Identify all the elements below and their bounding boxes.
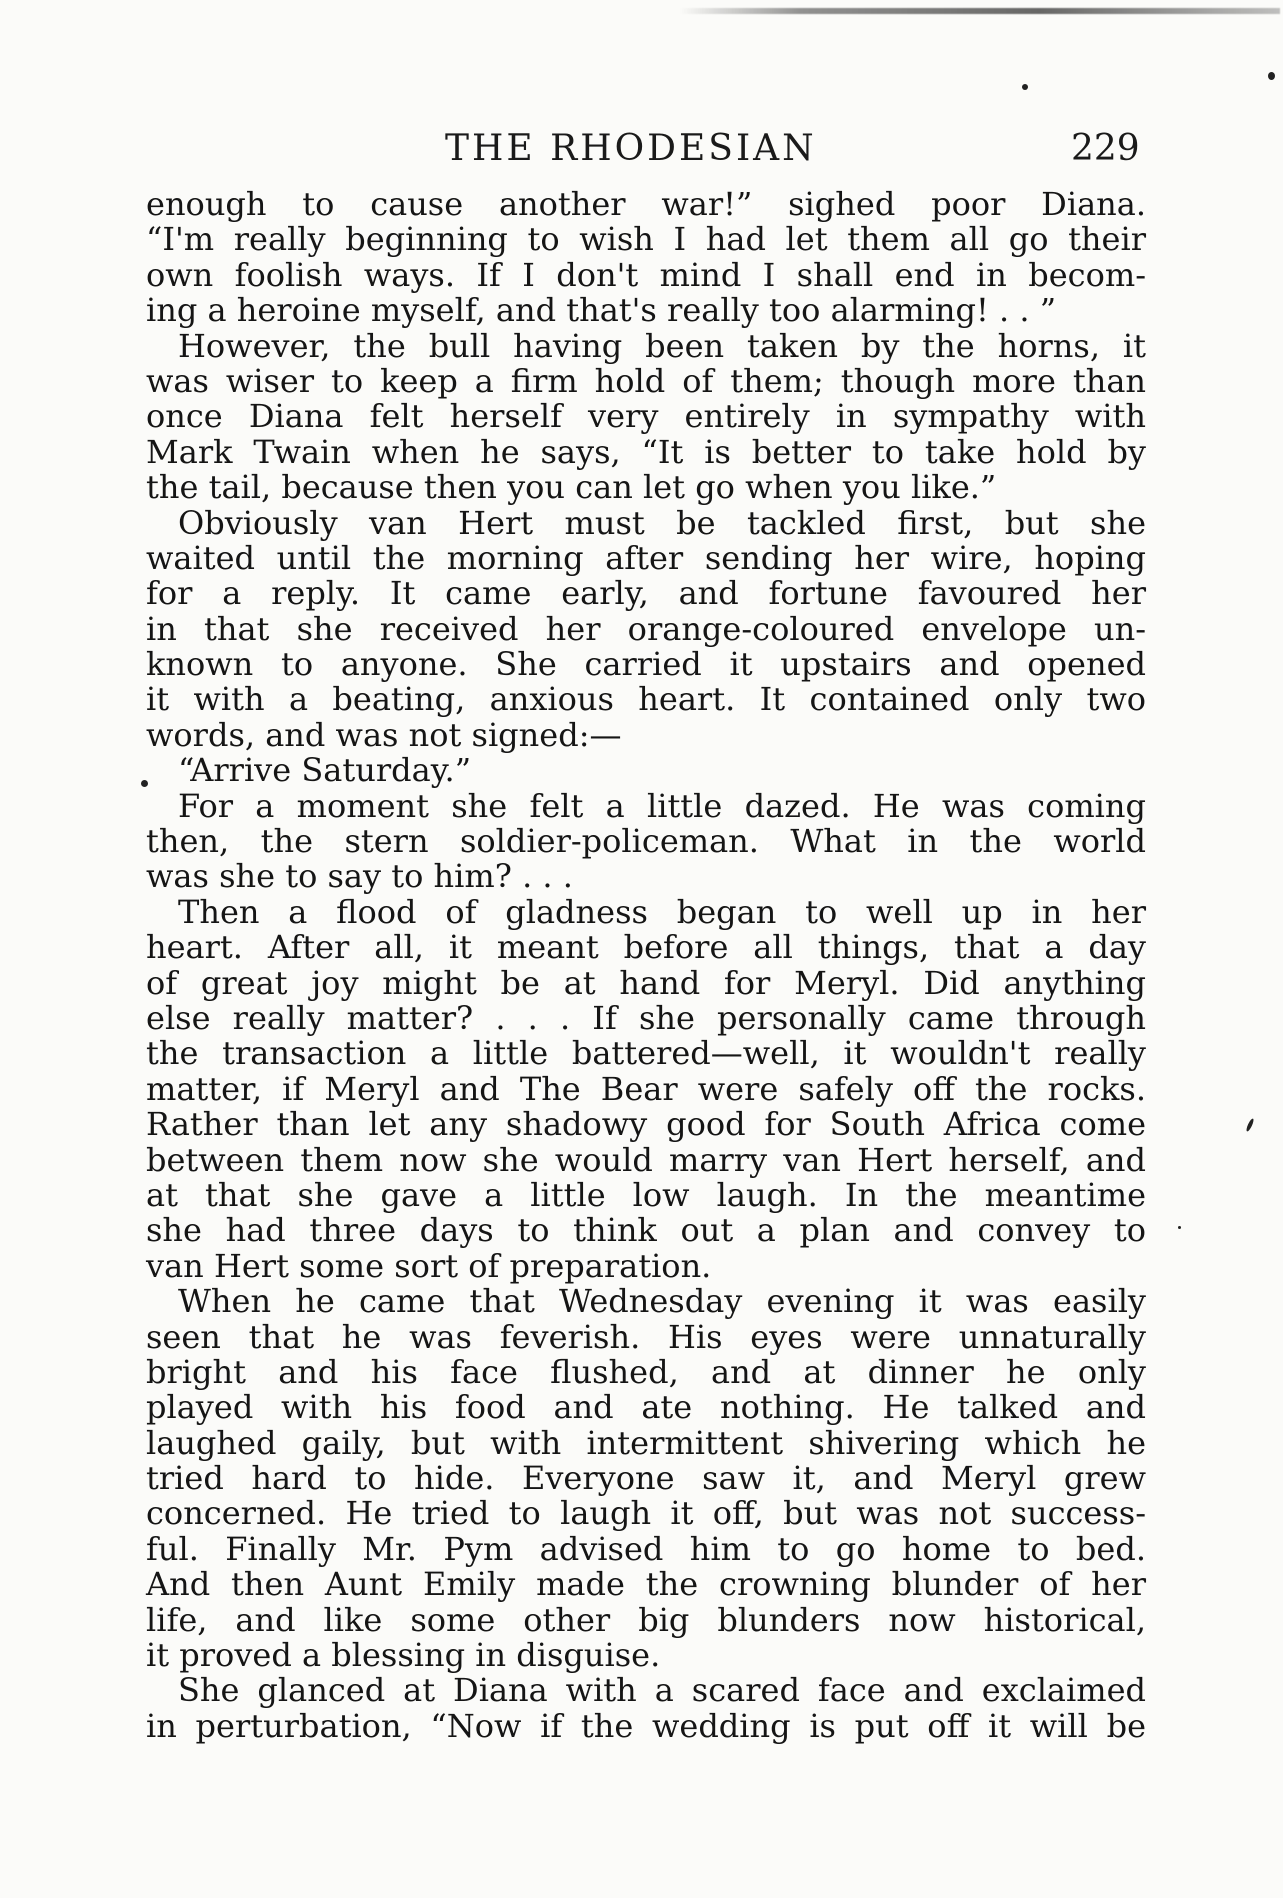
text-line: the tail, because then you can let go when you like.” <box>146 468 997 507</box>
text-line: at that she gave a little low laugh. In the meantime <box>146 1175 1146 1214</box>
text-line: was she to say to him? . . . <box>146 857 573 896</box>
text-line: she had three days to think out a plan and convey to <box>146 1211 1146 1250</box>
page-number: 229 <box>1071 128 1140 169</box>
text-line: van Hert some sort of preparation. <box>146 1246 712 1285</box>
text-line: However, the bull having been taken by the horns, it <box>178 326 1146 365</box>
text-line: waited until the morning after sending her wire, hoping <box>146 538 1146 577</box>
text-line: between them now she would marry van Hert herself, and <box>146 1140 1146 1179</box>
text-line: “I'm really beginning to wish I had let them all go their <box>146 220 1146 259</box>
text-line: ing a heroine myself, and that's really too alarming! . . ” <box>146 291 1057 330</box>
text-line: tried hard to hide. Everyone saw it, and Meryl grew <box>146 1459 1146 1498</box>
text-line: it proved a blessing in disguise. <box>146 1636 661 1675</box>
text-line: Mark Twain when he says, “It is better to take hold by <box>146 432 1146 471</box>
ink-speck <box>1178 1226 1181 1229</box>
text-line: once Diana felt herself very entirely in sympathy with <box>146 397 1146 436</box>
text-line: She glanced at Diana with a scared face and exclaimed <box>178 1671 1146 1710</box>
text-line: the transaction a little battered—well, it wouldn't really <box>146 1034 1146 1073</box>
text-line: Rather than let any shadowy good for South Africa come <box>146 1105 1146 1144</box>
text-line: heart. After all, it meant before all things, that a day <box>146 928 1146 967</box>
text-line: life, and like some other big blunders now historical, <box>146 1600 1146 1639</box>
text-line: for a reply. It came early, and fortune favoured her <box>146 574 1146 613</box>
scan-artifact <box>680 8 1280 14</box>
text-line: For a moment she felt a little dazed. He was coming <box>178 786 1146 825</box>
text-line: ful. Finally Mr. Pym advised him to go home to bed. <box>146 1529 1146 1568</box>
text-line: Then a flood of gladness began to well up in her <box>178 892 1146 931</box>
text-line: in that she received her orange-coloured envelope un- <box>146 609 1146 648</box>
ink-speck <box>1022 84 1028 90</box>
text-line: “Arrive Saturday.” <box>178 751 472 790</box>
text-line: seen that he was feverish. His eyes were unnaturally <box>146 1317 1146 1356</box>
ink-speck <box>1245 1118 1255 1132</box>
text-line: else really matter? . . . If she personally came through <box>146 998 1146 1037</box>
text-line: enough to cause another war!” sighed poor Diana. <box>146 185 1146 223</box>
text-line: known to anyone. She carried it upstairs and opened <box>146 645 1146 684</box>
text-line: was wiser to keep a firm hold of them; though more than <box>146 361 1146 400</box>
text-line: bright and his face flushed, and at dinner he only <box>146 1352 1146 1391</box>
running-title: THE RHODESIAN <box>445 128 817 169</box>
text-line: Obviously van Hert must be tackled first, but she <box>178 503 1146 542</box>
body-text <box>146 187 1146 1744</box>
ink-speck <box>1268 72 1275 80</box>
text-line: then, the stern soldier-policeman. What in the world <box>146 822 1146 861</box>
text-line: in perturbation, “Now if the wedding is put off it will be <box>146 1706 1146 1745</box>
text-line: laughed gaily, but with intermittent shivering which he <box>146 1423 1146 1462</box>
page-header <box>145 128 1145 176</box>
text-line: matter, if Meryl and The Bear were safely off the rocks. <box>146 1069 1146 1108</box>
text-line: And then Aunt Emily made the crowning blunder of her <box>146 1565 1146 1604</box>
text-line: it with a beating, anxious heart. It contained only two <box>146 680 1146 719</box>
text-line: played with his food and ate nothing. He talked and <box>146 1388 1146 1427</box>
text-line: words, and was not signed:— <box>146 715 622 754</box>
text-line: own foolish ways. If I don't mind I shall end in becom- <box>146 255 1146 294</box>
text-line: of great joy might be at hand for Meryl. Did anything <box>146 963 1146 1002</box>
text-line: When he came that Wednesday evening it was easily <box>178 1282 1146 1321</box>
text-line: concerned. He tried to laugh it off, but was not success- <box>146 1494 1146 1533</box>
